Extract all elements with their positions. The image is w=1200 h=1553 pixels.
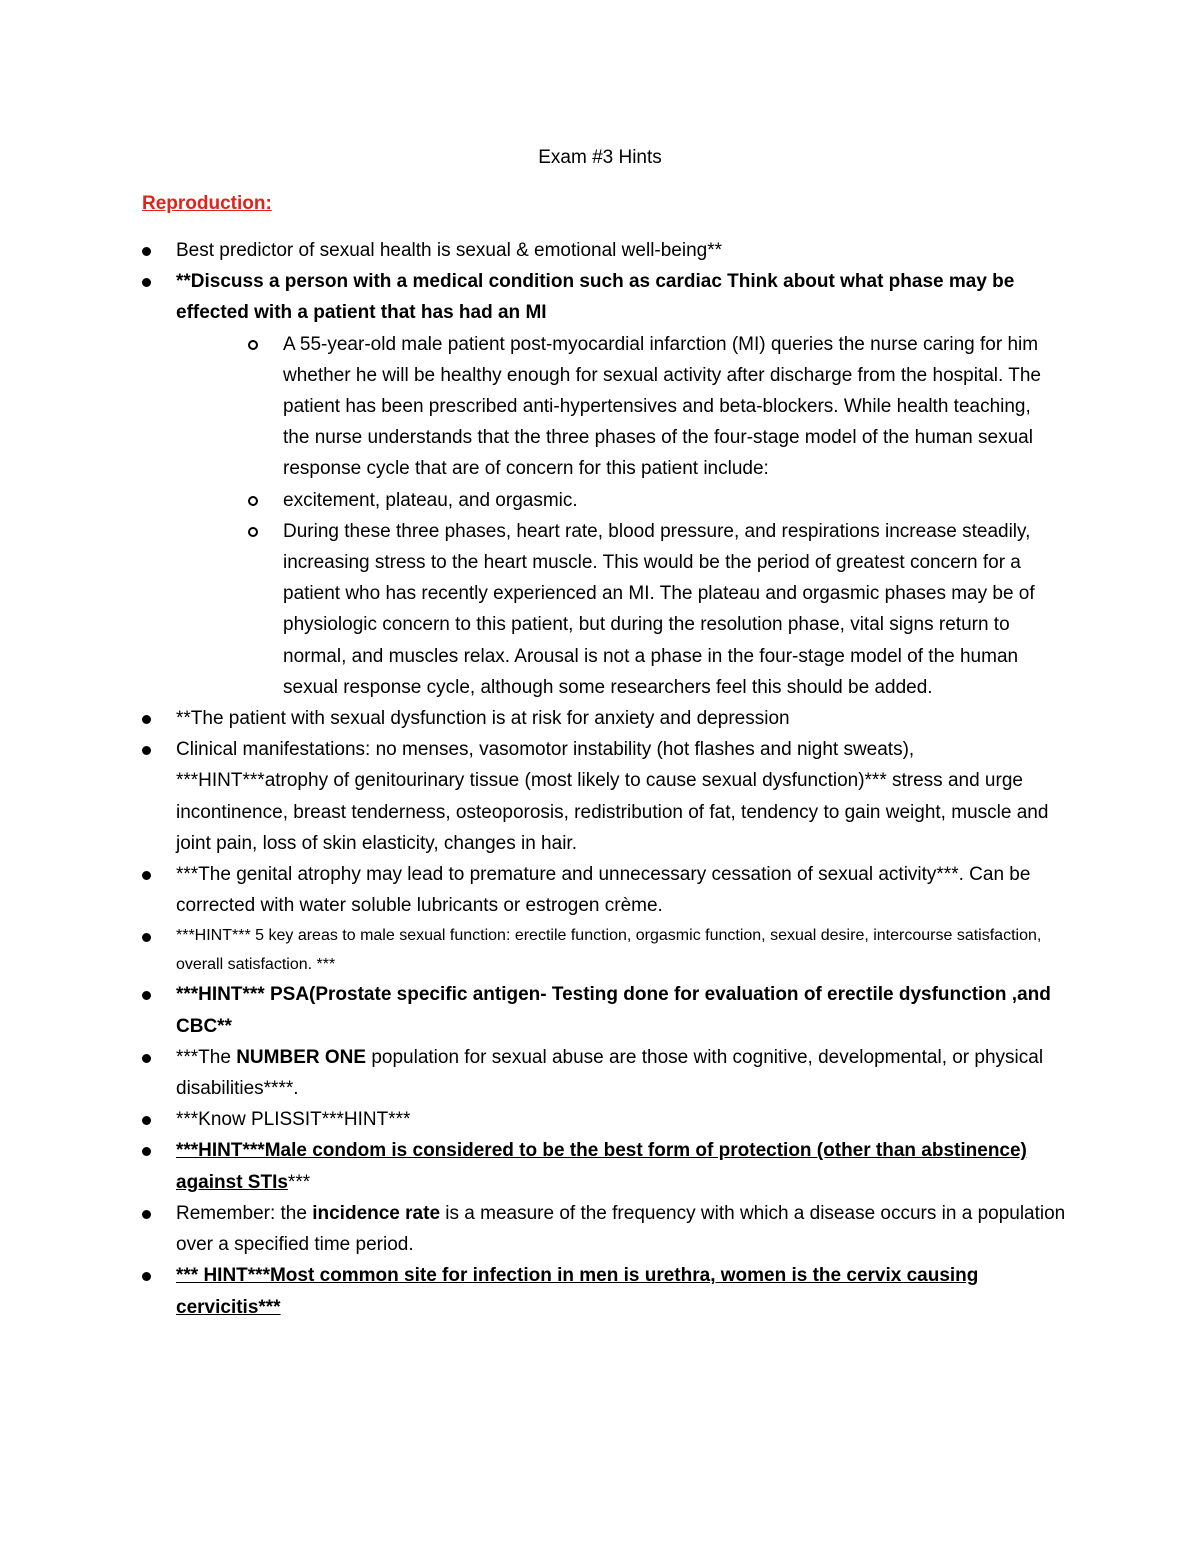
bullet-icon [142, 1054, 151, 1063]
list-item [0, 703, 1066, 734]
sub-item-text: excitement, plateau, and orgasmic. [283, 489, 578, 511]
hollow-bullet-icon [248, 496, 258, 506]
item-text: ***The genital atrophy may lead to premature and unnecessary cessation of sexual activity***. Can be corrected with water soluble lubricants or estrogen crème. [176, 864, 1031, 917]
page-title: Exam #3 Hints [538, 147, 662, 168]
list-item [0, 1198, 1066, 1260]
hollow-bullet-icon [248, 340, 258, 350]
item-text-emphasis: NUMBER ONE [236, 1046, 367, 1068]
item-text-emphasis: ***HINT***Male condom is considered to be the best form of protection (other than abstinence) against STIs [176, 1140, 1027, 1193]
bullet-icon [142, 1116, 151, 1125]
list-item [0, 1104, 1066, 1135]
list-item [0, 1042, 1066, 1104]
item-text-start: ***The [176, 1046, 237, 1068]
item-text-end: population for sexual abuse are those with cognitive, developmental, or physical disabilities****. [176, 1046, 1044, 1100]
item-text-start: Remember: the [176, 1202, 313, 1224]
item-text-end: *** [287, 1171, 311, 1193]
item-text: ***HINT*** PSA(Prostate specific antigen- Testing done for evaluation of erectile dysfunction ,and CBC** [176, 984, 1051, 1037]
list-item [0, 979, 1066, 1041]
item-text: *** HINT***Most common site for infection in men is urethra, women is the cervix causing cervicitis*** [176, 1265, 979, 1318]
hollow-bullet-icon [248, 527, 258, 537]
bullet-icon [142, 871, 151, 880]
item-text: **The patient with sexual dysfunction is at risk for anxiety and depression [176, 708, 790, 730]
list-item [0, 859, 1066, 921]
list-item [0, 266, 1066, 328]
list-item [0, 921, 1066, 979]
item-text: ***Know PLISSIT***HINT*** [176, 1109, 411, 1131]
bullet-icon [142, 1272, 151, 1281]
item-text-emphasis: incidence rate [312, 1202, 441, 1224]
list-item [0, 734, 1066, 859]
sub-item [0, 485, 1043, 516]
item-text: Best predictor of sexual health is sexual & emotional well-being** [176, 240, 723, 261]
list-item [0, 1135, 1066, 1197]
bullet-icon [142, 991, 151, 1000]
list-item [0, 1260, 1066, 1322]
bullet-icon [142, 278, 151, 287]
hint-list [0, 235, 1200, 1323]
sub-item [0, 516, 1043, 703]
bullet-icon [142, 933, 151, 942]
item-text-end: is a measure of the frequency with which a disease occurs in a population over a specified time period. [176, 1202, 1066, 1256]
section-heading: Reproduction: [142, 193, 272, 214]
sub-item [0, 329, 1043, 485]
bullet-icon [142, 1210, 151, 1219]
sub-item-text: A 55-year-old male patient post-myocardial infarction (MI) queries the nurse caring for him whether he will be healthy enough for sexual activity after discharge from the hospital. The patient has been prescribed anti-hypertensives and beta-blockers. While health teaching, the nurse understands that the three phases of the four-stage model of the human sexual response cycle that are of concern for this patient include: [283, 333, 1041, 480]
item-text: ***HINT*** 5 key areas to male sexual function: erectile function, orgasmic function, sexual desire, intercourse satisfaction, overall satisfaction. *** [176, 927, 1042, 974]
list-item [0, 235, 1066, 266]
bullet-icon [142, 746, 151, 755]
bullet-icon [142, 715, 151, 724]
bullet-icon [142, 247, 151, 256]
bullet-icon [142, 1147, 151, 1156]
sub-item-text: During these three phases, heart rate, blood pressure, and respirations increase steadily, increasing stress to the heart muscle. This would be the period of greatest concern for a patient who has recently experienced an MI. The plateau and orgasmic phases may be of physiologic concern to this patient, but during the resolution phase, vital signs return to normal, and muscles relax. Arousal is not a phase in the four-stage model of the human sexual response cycle, although some researchers feel this should be added. [283, 520, 1035, 698]
item-text: Clinical manifestations: no menses, vasomotor instability (hot flashes and night sweats), ***HINT***atrophy of genitourinary tissue (most likely to cause sexual dysfunction)*** stress and urge incontinence, breast tenderness, osteoporosis, redistribution of fat, tendency to gain weight, muscle and joint pain, loss of skin elasticity, changes in hair. [176, 739, 1049, 854]
item-text: **Discuss a person with a medical condition such as cardiac Think about what phase may be effected with a patient that has had an MI [176, 271, 1015, 324]
